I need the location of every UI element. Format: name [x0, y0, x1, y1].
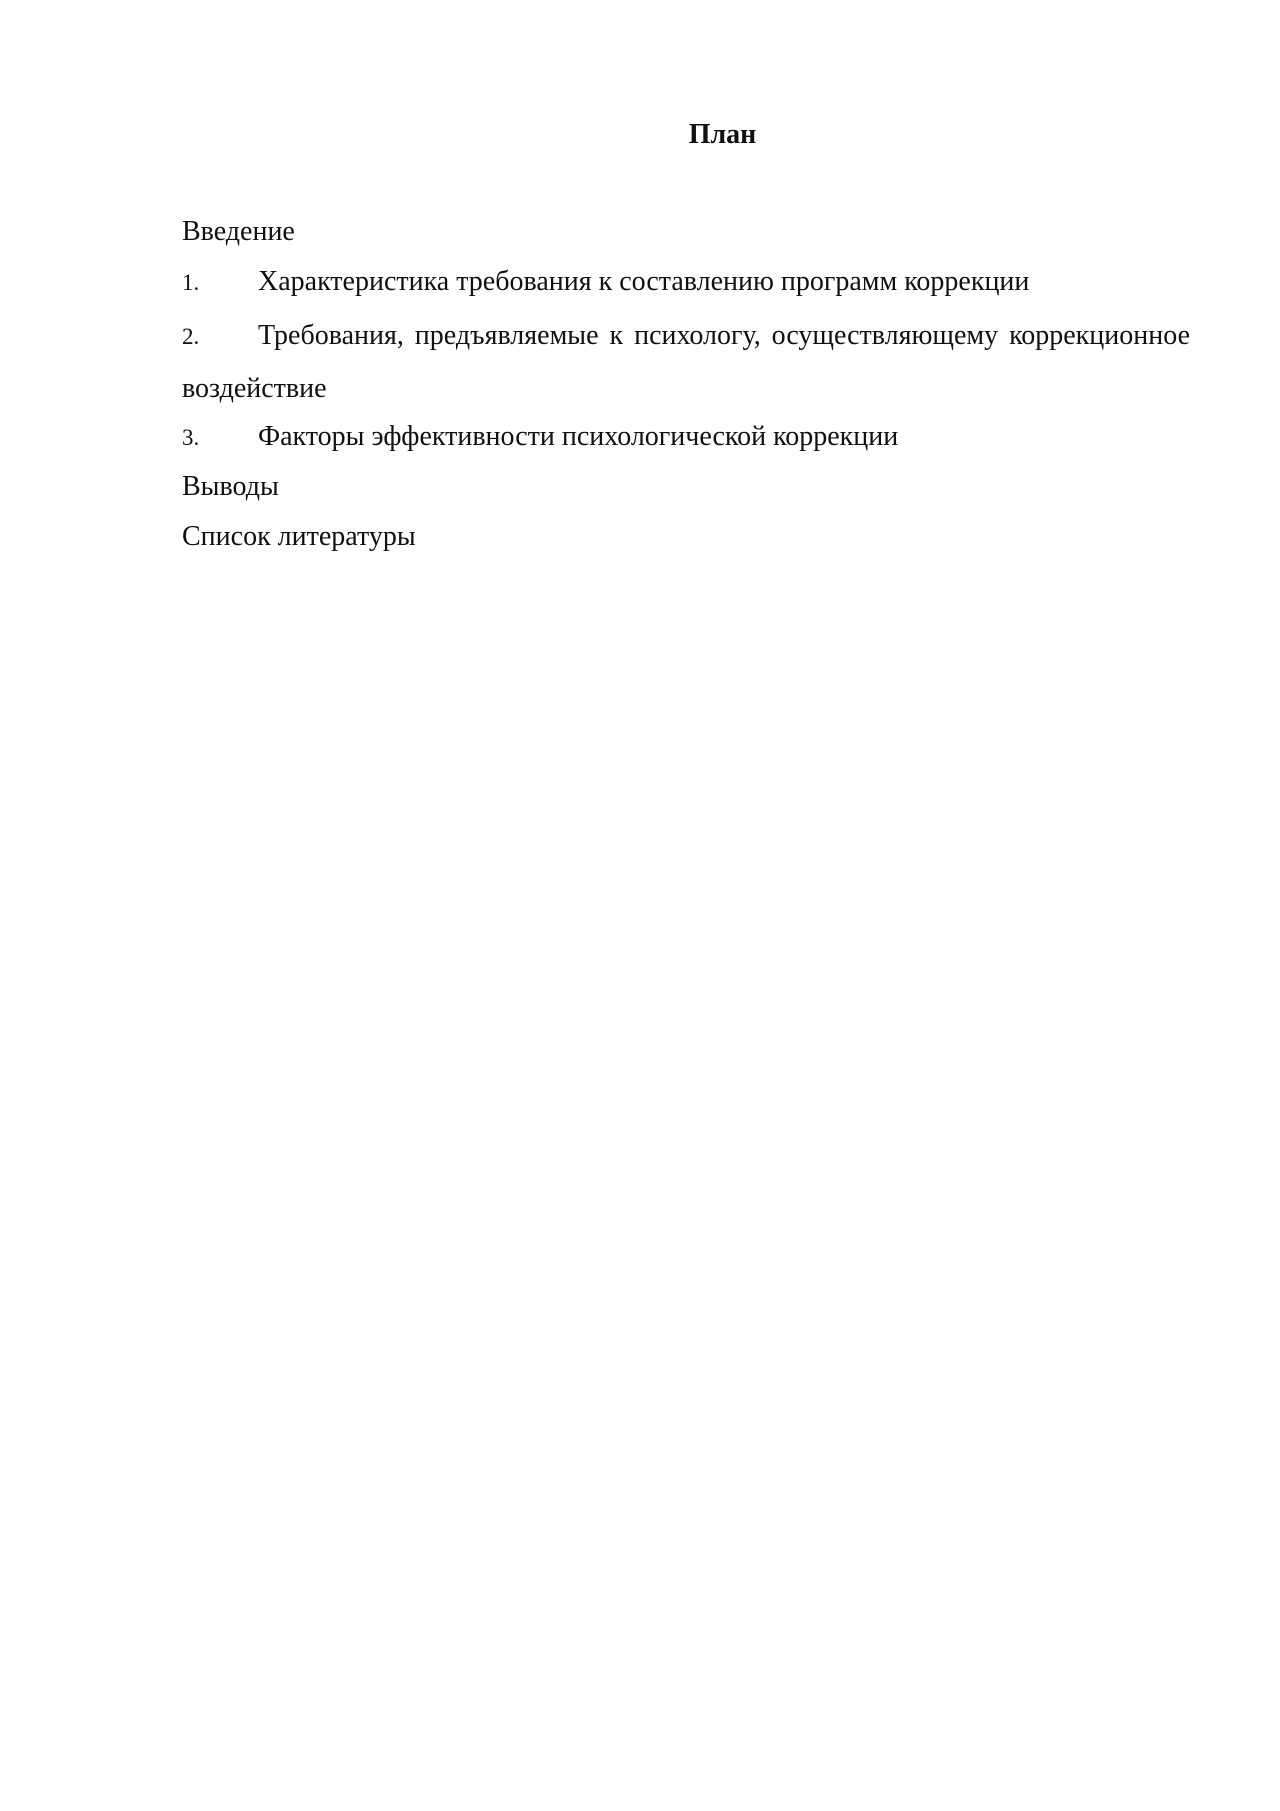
- toc-item-text: Факторы эффективности психологической коррекции: [258, 421, 899, 452]
- toc-references: Список литературы: [182, 521, 416, 552]
- toc-intro: Введение: [182, 216, 295, 247]
- toc-item-text: Требования, предъявляемые к психологу, осуществляющему коррекционное воздействие: [182, 320, 1190, 404]
- table-of-contents: [182, 210, 1190, 565]
- toc-item-2: [182, 310, 1190, 415]
- toc-item-number: 1.: [182, 270, 200, 295]
- page-title: План: [688, 119, 757, 150]
- toc-item-text: Характеристика требования к составлению программ коррекции: [258, 266, 1030, 297]
- toc-item-number: 2.: [182, 324, 200, 349]
- toc-item-1: [182, 260, 1190, 310]
- toc-item-number: 3.: [182, 425, 200, 450]
- toc-item-3: [182, 415, 1190, 465]
- toc-conclusions: Выводы: [182, 471, 279, 502]
